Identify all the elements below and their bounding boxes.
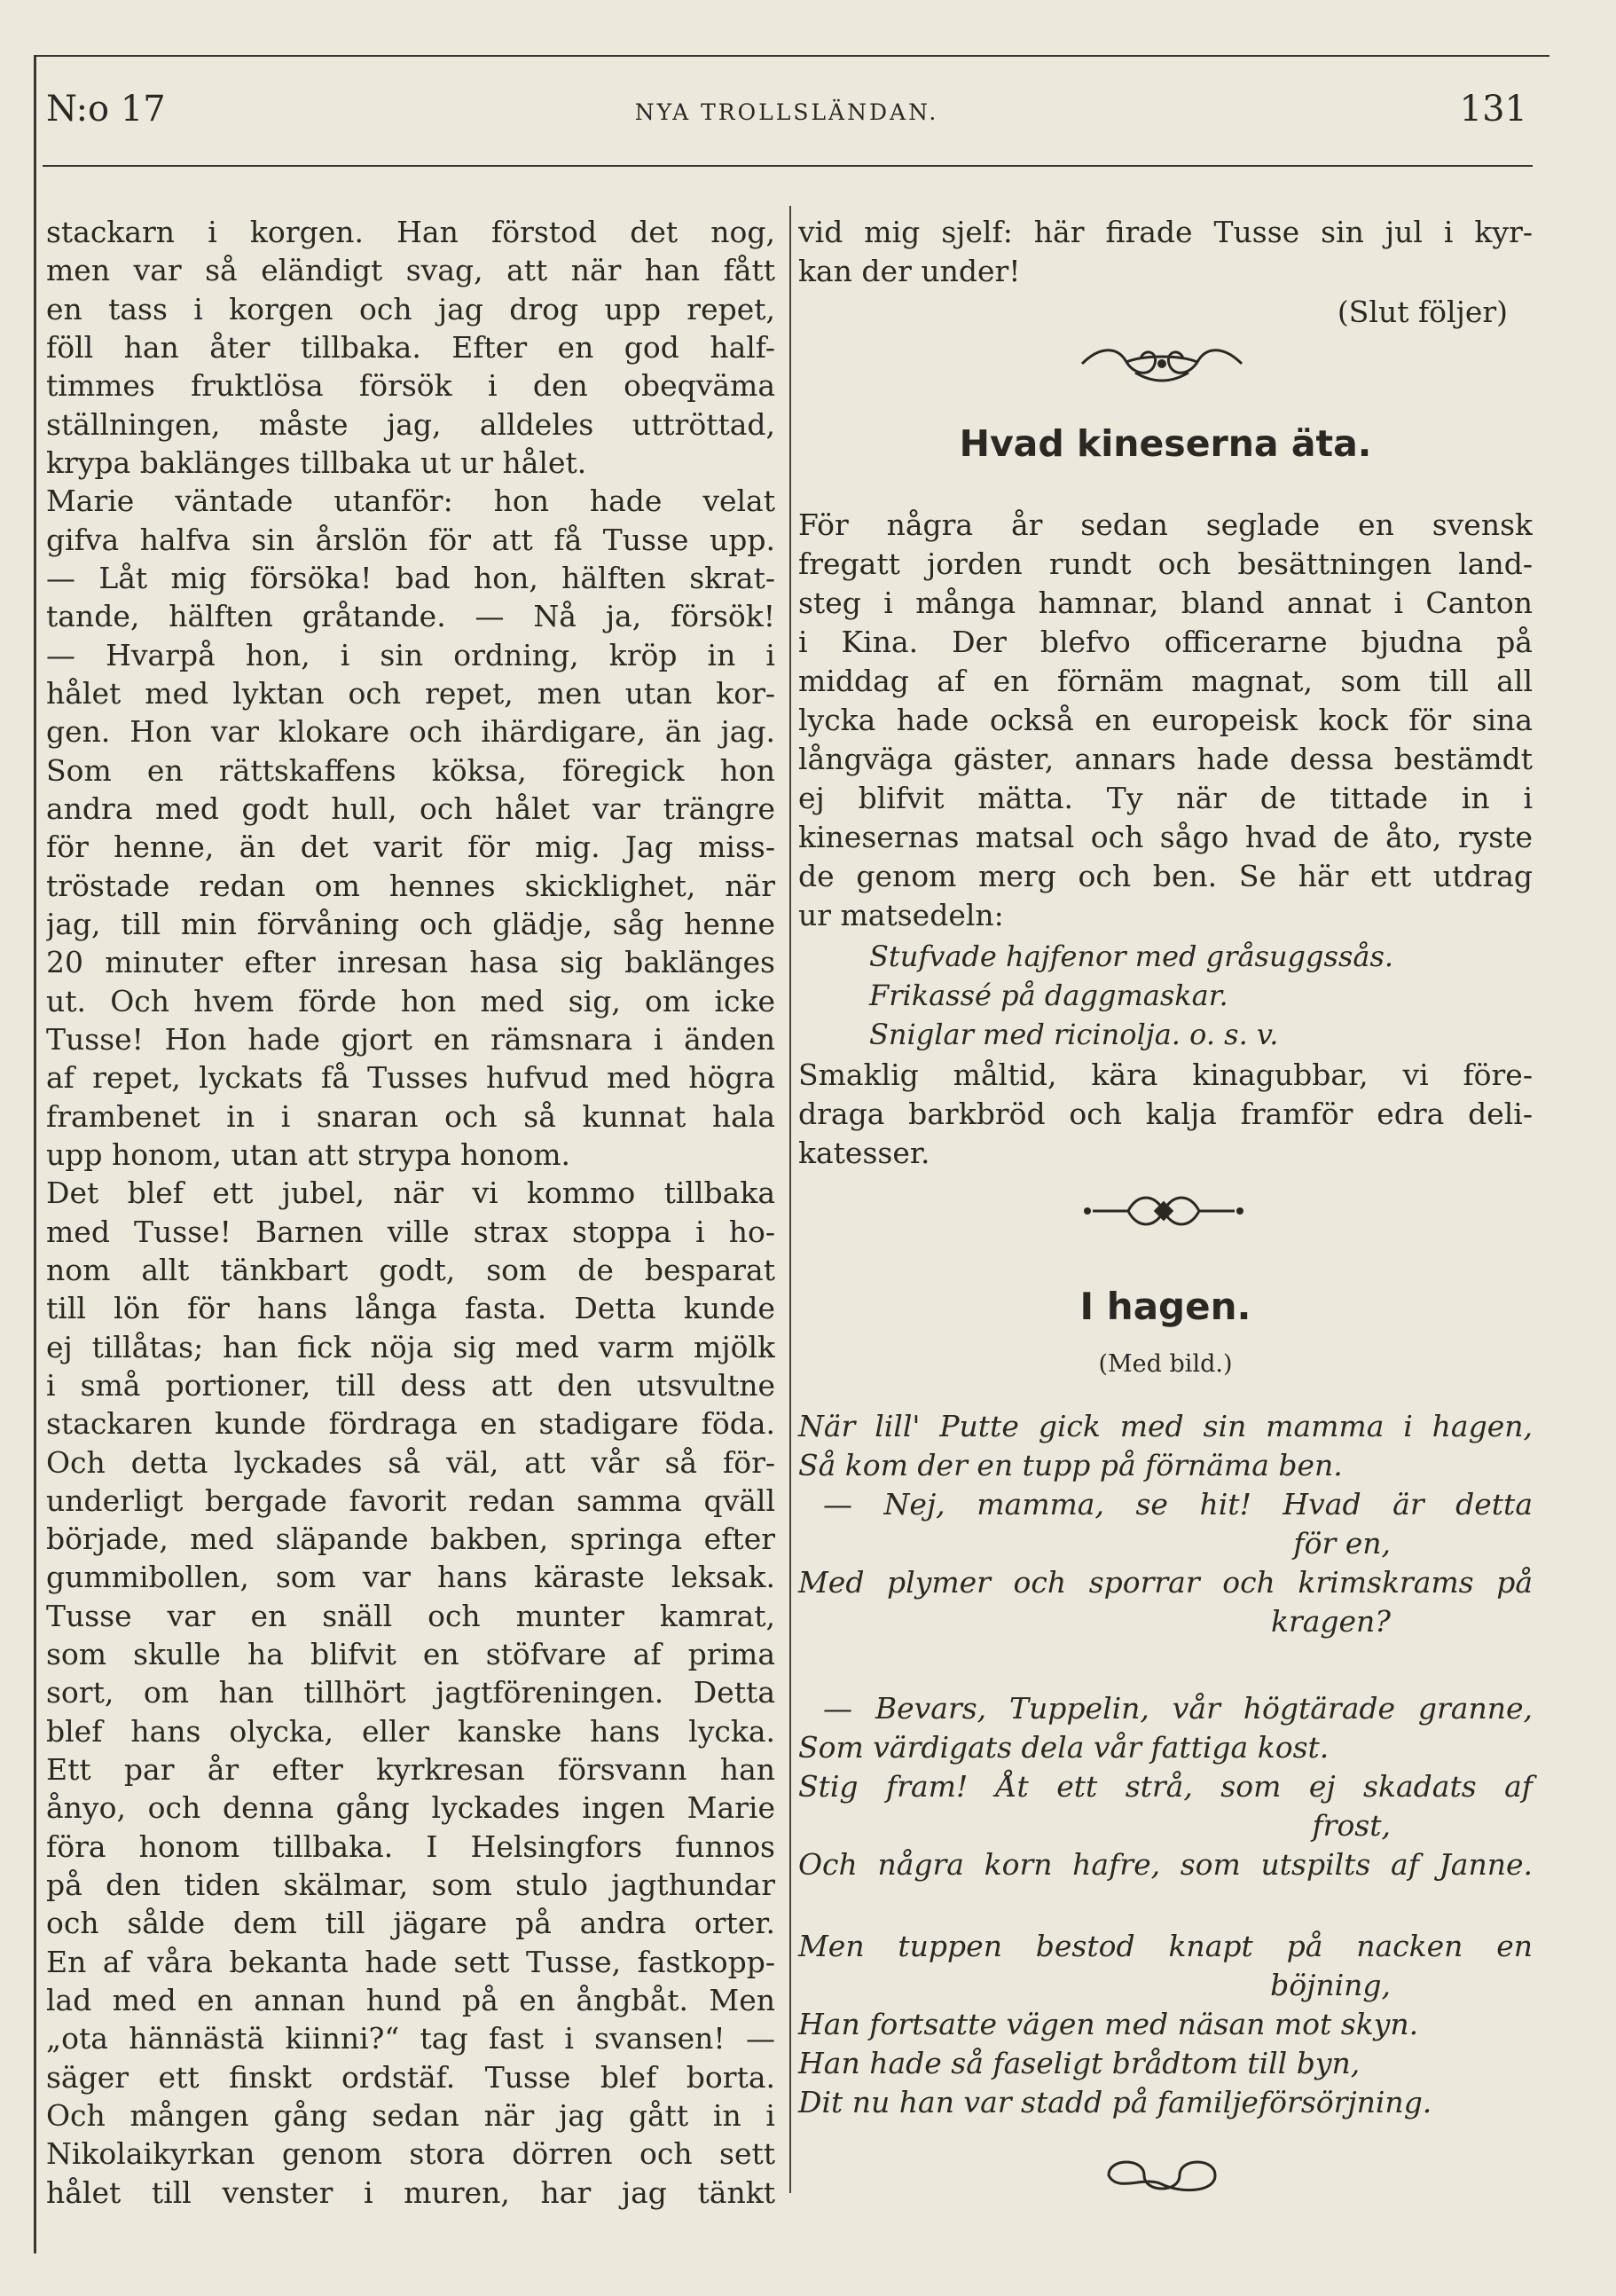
continued-note: (Slut följer) (1337, 295, 1508, 329)
text-line: andra med godt hull, och hålet var trängre (46, 790, 775, 826)
text-line: hålet med lyktan och repet, men utan kor- (46, 675, 775, 711)
text-line: vid mig sjelf: här firade Tusse sin jul i kyr- (798, 215, 1533, 249)
text-line: tröstade redan om hennes skicklighet, när (46, 868, 775, 903)
text-line: blef hans olycka, eller kanske hans lycka. (46, 1713, 775, 1749)
text-line: „ota hännästä kiinni?“ tag fast i svansen! — (46, 2021, 775, 2056)
text-line: fregatt jorden rundt och besättningen land- (798, 546, 1533, 581)
text-line: timmes fruktlösa försök i den obeqväma (46, 368, 775, 404)
text-line: gifva halfva sin årslön för att få Tusse upp. (46, 522, 775, 557)
text-line: med Tusse! Barnen ville strax stoppa i ho- (46, 1214, 775, 1249)
text-line: tande, hälften gråtande. — Nå ja, försök! (46, 599, 775, 634)
poem-line: — Bevars, Tuppelin, vår högtärade granne, (823, 1691, 1533, 1726)
text-line: Och mången gång sedan när jag gått in i (46, 2098, 775, 2134)
text-line: i små portioner, till dess att den utsvultne (46, 1367, 775, 1403)
text-line: katesser. (798, 1136, 930, 1170)
text-line: för henne, än det varit för mig. Jag miss- (46, 830, 775, 865)
text-line: Det blef ett jubel, när vi kommo tillbaka (46, 1176, 775, 1211)
text-line: men var så eländigt svag, att när han fått (46, 253, 775, 288)
text-line: ånyo, och denna gång lyckades ingen Marie (46, 1790, 775, 1826)
text-line: lad med en annan hund på en ångbåt. Men (46, 1983, 775, 2018)
text-line: Och detta lyckades så väl, att vår så för- (46, 1444, 775, 1480)
text-line: steg i många hamnar, bland annat i Canton (798, 586, 1533, 620)
poem-line: kragen? (1270, 1604, 1391, 1639)
menu-item: Sniglar med ricinolja. o. s. v. (869, 1018, 1279, 1051)
text-line: 20 minuter efter inresan hasa sig baklänges (46, 945, 775, 980)
text-line: och sålde dem till jägare på andra orter. (46, 1906, 775, 1941)
article-title-chinese-food: Hvad kineserna äta. (959, 422, 1372, 465)
left-column (46, 213, 775, 2212)
menu-item: Frikassé på daggmaskar. (869, 979, 1228, 1012)
text-line: till lön för hans långa fasta. Detta kunde (46, 1291, 775, 1326)
poem-line: Och några korn hafre, som utspilts af Janne. (798, 1847, 1533, 1882)
text-line: stackaren kunde fördraga en stadigare föda. (46, 1406, 775, 1442)
poem-line: frost, (1312, 1808, 1391, 1843)
text-line: jag, till min förvåning och glädje, såg henne (46, 906, 775, 941)
publication-title: NYA TROLLSLÄNDAN. (634, 99, 939, 125)
header-divider (43, 165, 1533, 167)
text-line: Marie väntade utanför: hon hade velat (46, 484, 775, 519)
column-divider (789, 206, 791, 2193)
text-line: Nikolaikyrkan genom stora dörren och sett (46, 2136, 775, 2172)
text-line: kinesernas matsal och sågo hvad de åto, ryste (798, 820, 1533, 854)
text-line: ej tillåtas; han fick nöja sig med varm mjölk (46, 1329, 775, 1364)
text-line: krypa baklänges tillbaka ut ur hålet. (46, 444, 587, 480)
text-line: Smaklig måltid, kära kinagubbar, vi före- (798, 1058, 1533, 1092)
poem-line: När lill' Putte gick med sin mamma i hagen, (798, 1409, 1533, 1443)
page-header (46, 89, 1527, 142)
text-line: För några år sedan seglade en svensk (798, 507, 1533, 542)
issue-number: N:o 17 (46, 89, 166, 130)
article-title-in-the-pasture: I hagen. (1079, 1285, 1251, 1328)
poem-line: Stig fram! Åt ett strå, som ej skadats af (798, 1769, 1533, 1804)
text-line: gummibollen, som var hans käraste leksak. (46, 1560, 775, 1595)
poem-line: Så kom der en tupp på förnäma ben. (798, 1448, 1343, 1482)
poem-line: Med plymer och sporrar och krimskrams på (798, 1565, 1533, 1600)
article-subtitle: (Med bild.) (1098, 1350, 1233, 1378)
text-line: ej blifvit mätta. Ty när de tittade in i (798, 781, 1533, 815)
text-line: på den tiden skälmar, som stulo jagthundar (46, 1867, 775, 1903)
poem-line: Som värdigats dela vår fattiga kost. (798, 1730, 1330, 1765)
text-line: som skulle ha blifvit en stöfvare af prima (46, 1637, 775, 1672)
text-line: sort, om han tillhört jagtföreningen. Detta (46, 1675, 775, 1710)
poem-line: böjning, (1270, 1968, 1391, 2002)
text-line: Tusse! Hon hade gjort en rämsnara i änden (46, 1021, 775, 1057)
text-line: de genom merg och ben. Se här ett utdrag (798, 859, 1533, 893)
text-line: föll han åter tillbaka. Efter en god half- (46, 329, 775, 365)
poem-line: Men tuppen bestod knapt på nacken en (798, 1929, 1533, 1963)
text-line: ur matsedeln: (798, 898, 1004, 932)
text-line: började, med släpande bakben, springa efter (46, 1521, 775, 1557)
text-line: ut. Och hvem förde hon med sig, om icke (46, 983, 775, 1018)
text-line: — Låt mig försöka! bad hon, hälften skrat- (46, 560, 775, 595)
text-line: kan der under! (798, 254, 1021, 288)
text-line: nom allt tänkbart godt, som de besparat (46, 1252, 775, 1287)
text-line: af repet, lyckats få Tusses hufvud med högra (46, 1060, 775, 1096)
menu-item: Stufvade hajfenor med gråsuggssås. (869, 940, 1394, 973)
text-line: middag af en förnäm magnat, som till all (798, 664, 1533, 698)
text-line: En af våra bekanta hade sett Tusse, fastkopp- (46, 1944, 775, 1979)
text-line: upp honom, utan att strypa honom. (46, 1136, 571, 1172)
text-line: i Kina. Der blefvo officerarne bjudna på (798, 625, 1533, 659)
text-line: gen. Hon var klokare och ihärdigare, än jag. (46, 714, 775, 750)
text-line: ställningen, måste jag, alldeles uttröttad, (46, 406, 775, 442)
text-line: lycka hade också en europeisk kock för sina (798, 703, 1533, 737)
poem-line: Dit nu han var stadd på familjeförsörjning. (798, 2085, 1432, 2119)
text-line: säger ett finskt ordstäf. Tusse blef borta. (46, 2059, 775, 2095)
text-line: föra honom tillbaka. I Helsingfors funnos (46, 1828, 775, 1864)
end-flourish-icon (1091, 2149, 1233, 2202)
text-line: Som en rättskaffens köksa, föregick hon (46, 752, 775, 788)
page-number: 131 (1459, 89, 1527, 130)
poem-line: — Nej, mamma, se hit! Hvad är detta (823, 1487, 1533, 1521)
poem-line: Han fortsatte vägen med näsan mot skyn. (798, 2007, 1419, 2041)
text-line: långväga gäster, annars hade dessa bestämdt (798, 742, 1533, 776)
text-line: Tusse var en snäll och munter kamrat, (46, 1598, 775, 1633)
poem-line: Han hade så faseligt brådtom till byn, (798, 2046, 1361, 2080)
text-line: frambenet in i snaran och så kunnat hala (46, 1098, 775, 1134)
text-line: underligt bergade favorit redan samma qväll (46, 1482, 775, 1518)
text-line: draga barkbröd och kalja framför edra deli- (798, 1097, 1533, 1131)
text-line: Ett par år efter kyrkresan försvann han (46, 1752, 775, 1788)
text-line: — Hvarpå hon, i sin ordning, kröp in i (46, 637, 775, 672)
text-line: en tass i korgen och jag drog upp repet, (46, 291, 775, 326)
text-line: hålet till venster i muren, har jag tänkt (46, 2174, 775, 2210)
poem-line: för en, (1293, 1526, 1391, 1561)
scroll-ornament-icon (1075, 1189, 1252, 1233)
flourish-ornament-icon (1073, 337, 1251, 387)
text-line: stackarn i korgen. Han förstod det nog, (46, 215, 775, 249)
